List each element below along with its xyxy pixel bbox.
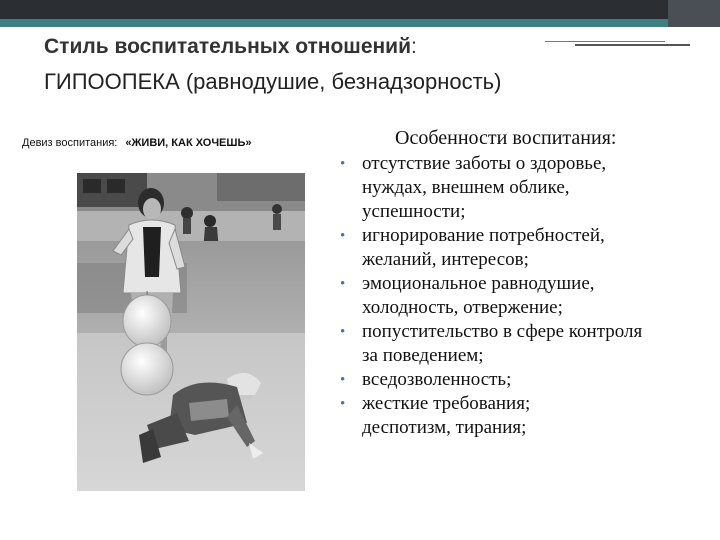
bullet-icon: • [340,228,346,244]
header-bar-accent [0,19,720,27]
title-decor-rule [575,44,690,46]
bullet-icon: • [340,324,346,340]
slide-subtitle: ГИПООПЕКА (равнодушие, безнадзорность) [44,69,502,94]
bullet-icon: • [340,156,346,172]
header-bar-corner [668,0,720,27]
list-item: • игнорирование потребностей, желаний, интересов; [340,225,605,270]
bullet-icon: • [340,276,346,292]
motto-value: «ЖИВИ, КАК ХОЧЕШЬ» [125,137,252,149]
list-item: • отсутствие заботы о здоровье, нуждах, внешнем облике, успешности; [340,153,607,222]
header-bar-dark [0,0,720,19]
list-item: • эмоциональное равнодушие, холодность, отвержение; [340,273,595,318]
list-item: • вседозволенность; [340,369,512,390]
list-item: • попустительство в сфере контроля за поведением; [340,321,643,366]
motto-label: Девиз воспитания: [22,137,118,149]
features-list [340,152,720,440]
bullet-icon: • [340,396,346,412]
photo-woman-child-balloons [77,173,305,491]
motto [22,136,251,150]
list-item: • жесткие требования; деспотизм, тирания; [340,393,531,438]
title-decor-rule-thin [545,41,665,42]
features-title: Особенности воспитания: [395,127,617,149]
bullet-icon: • [340,372,346,388]
slide-title: Стиль воспитательных отношений: [44,35,417,58]
